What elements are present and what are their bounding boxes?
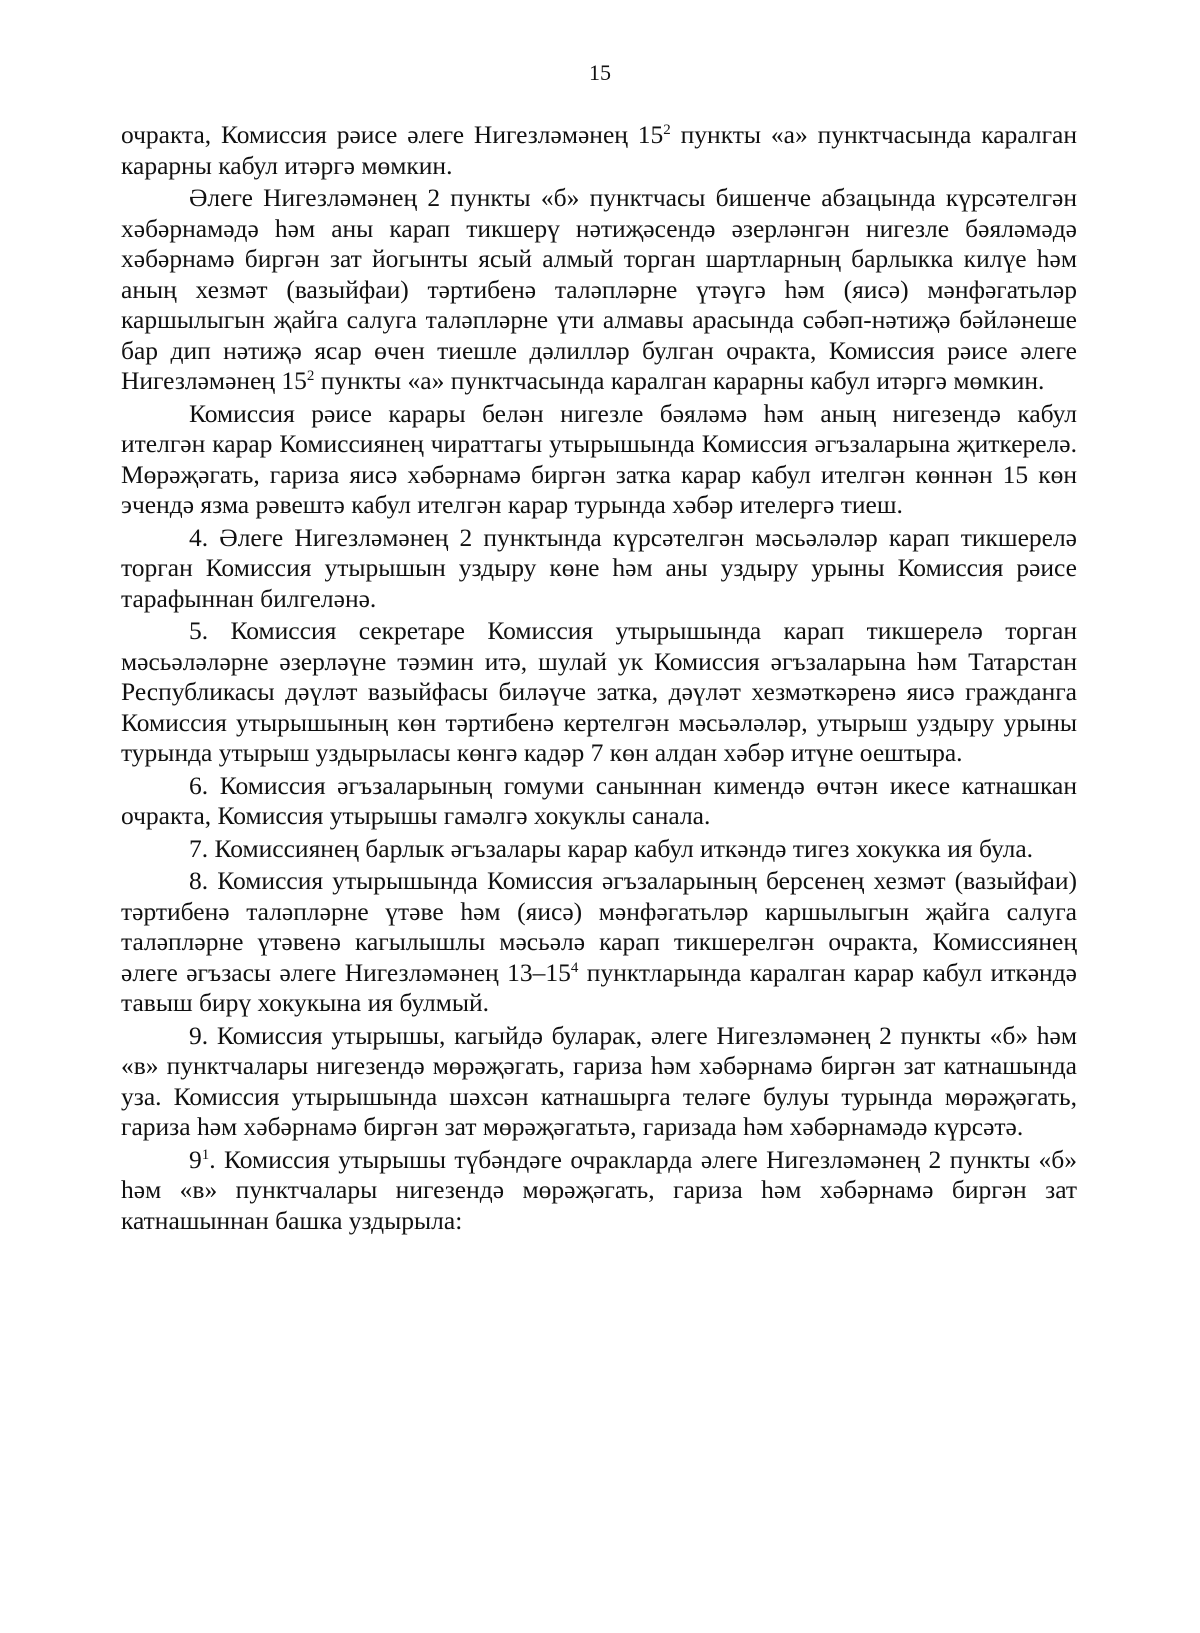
superscript: 2 — [663, 122, 671, 138]
text-run: 4. Әлеге Нигезләмәнең 2 пунктында күрсәтелгән мәсьәләләр карап тикшерелә торган Комиссия утырышын уздыру көне һәм аны уздыру урыны Комиссия рәисе тарафыннан билгеләнә. — [121, 522, 1077, 613]
text-run: Әлеге Нигезләмәнең 2 пункты «б» пунктчасы бишенче абзацында күрсәтелгән хәбәрнамәдә һәм аны карап тикшерү нәтиҗәсендә әзерләнгән нигезле бәяләмәдә хәбәрнамә биргән зат йогынты ясый алмый торган шартларның барлыкка килүе һәм аның хезмәт (вазыйфаи) тәртибенә таләпләрне үтәүгә һәм (яисә) мәнфәгатьләр каршылыгын җайга салуга таләпләрне үти алмавы арасында сәбәп-нәтиҗә бәйләнеше бар дип нәтиҗә ясар өчен тиешле дәлилләр булган очракта, Комиссия рәисе әлеге Нигезләмәнең 15 — [121, 183, 1077, 395]
superscript: 2 — [306, 368, 315, 384]
paragraph — [121, 771, 1077, 832]
text-run: 9 — [189, 1144, 202, 1174]
text-run: Комиссия рәисе карары белән нигезле бәяләмә һәм аның нигезендә кабул ителгән карар Комиссиянең чираттагы утырышында Комиссия әгъзаларына җиткерелә. Мөрәҗәгать, гариза яисә хәбәрнамә биргән затка карар кабул ителгән көннән 15 көн эчендә язма рәвештә кабул ителгән карар турында хәбәр ителергә тиеш. — [121, 398, 1077, 519]
paragraph — [121, 866, 1077, 1019]
text-run: очракта, Комиссия рәисе әлеге Нигезләмәнең 15 — [121, 120, 664, 149]
paragraph — [121, 183, 1077, 397]
text-run: 8. Комиссия утырышында Комиссия әгъзаларының берсенең хезмәт (вазыйфаи) тәртибенә таләпләрне үтәве һәм (яисә) мәнфәгатьләр каршылыгын җайга салуга таләпләрне үтәвенә кагылышлы мәсьәлә карап тикшерелгән очракта, Комиссиянең әлеге әгъзасы әлеге Нигезләмәнең 13–15 — [121, 866, 1077, 987]
text-run: 5. Комиссия секретаре Комиссия утырышында карап тикшерелә торган мәсьәләләрне әзерләүне тәэмин итә, шулай ук Комиссия әгъзаларына һәм Татарстан Республикасы дәүләт вазыйфасы биләүче затка, дәүләт хезмәткәренә яисә гражданга Комиссия утырышының көн тәртибенә кертелгән мәсьәләләр, утырыш уздыру урыны турында утырыш уздырыласы көнгә кадәр 7 көн алдан хәбәр итүне оештыра. — [121, 616, 1077, 767]
text-run: 6. Комиссия әгъзаларының гомуми саныннан кимендә өчтән икесе катнашкан очракта, Комиссия утырышы гамәлгә хокуклы санала. — [121, 770, 1077, 830]
paragraph — [121, 1021, 1077, 1143]
text-run: 7. Комиссиянең барлык әгъзалары карар кабул иткәндә тигез хокукка ия була. — [189, 833, 1034, 863]
superscript: 1 — [201, 1146, 210, 1163]
text-run: 9. Комиссия утырышы, кагыйдә буларак, әлеге Нигезләмәнең 2 пункты «б» һәм «в» пунктчалары нигезендә мөрәҗәгать, гариза һәм хәбәрнамә биргән зат катнашында уза. Комиссия утырышында шәхсән катнашырга теләге булуы турында мөрәҗәгать, гариза һәм хәбәрнамә биргән зат мөрәҗәгатьтә, гаризада һәм хәбәрнамәдә күрсәтә. — [121, 1020, 1077, 1141]
paragraph — [121, 1145, 1077, 1237]
document-body — [121, 120, 1077, 1238]
paragraph — [121, 399, 1077, 521]
paragraph — [121, 523, 1077, 615]
continued-paragraph — [121, 120, 1077, 181]
text-run: . Комиссия утырышы түбәндәге очракларда әлеге Нигезләмәнең 2 пункты «б» һәм «в» пунктчалары нигезендә мөрәҗәгать, гариза һәм хәбәрнамә биргән зат катнашыннан башка уздырыла: — [121, 1144, 1077, 1235]
text-run: пунктларында каралган карар кабул иткәндә тавыш бирү хокукына ия булмый. — [121, 957, 1077, 1017]
page-number: 15 — [589, 60, 611, 85]
superscript: 4 — [570, 959, 579, 976]
paragraph — [121, 616, 1077, 769]
text-run: пункты «а» пунктчасында каралган карарны кабул итәргә мөмкин. — [314, 366, 1045, 395]
paragraph — [121, 834, 1077, 865]
text-run: пункты «а» пунктчасында каралган карарны кабул итәргә мөмкин. — [121, 120, 1077, 180]
